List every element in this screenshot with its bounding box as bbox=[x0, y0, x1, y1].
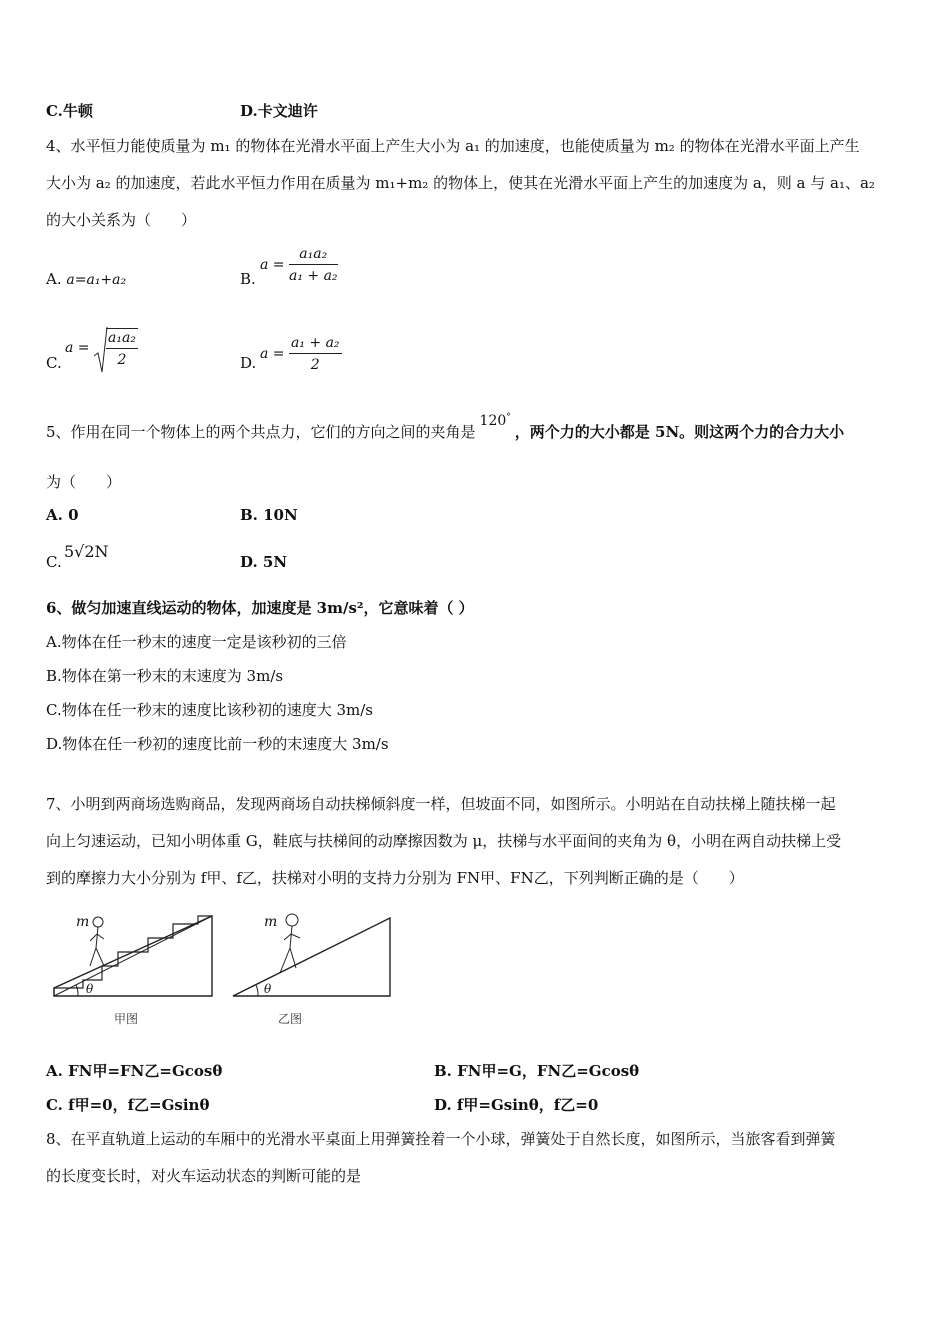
q7-stem-line1: 7、小明到两商场选购商品，发现两商场自动扶梯倾斜度一样，但坡面不同，如图所示。小明站在自动扶梯上随扶梯一起 bbox=[46, 795, 836, 813]
q4-option-d-formula bbox=[260, 335, 342, 373]
fig-right-theta-label: θ bbox=[264, 982, 272, 996]
q4-option-c-fraction bbox=[106, 330, 138, 368]
q4-stem-line2: 大小为 a₂ 的加速度，若此水平恒力作用在质量为 m₁+m₂ 的物体上，使其在光滑水平面上产生的加速度为 a，则 a 与 a₁、a₂ bbox=[46, 174, 875, 192]
q7-stem-line3: 到的摩擦力大小分别为 f甲、f乙，扶梯对小明的支持力分别为 FN甲、FN乙，下列判断正确的是（ ） bbox=[46, 869, 744, 887]
q4-option-a-formula: a=a₁+a₂ bbox=[66, 272, 127, 288]
q8-stem-line1: 8、在平直轨道上运动的车厢中的光滑水平桌面上用弹簧拴着一个小球，弹簧处于自然长度，如图所示，当旅客看到弹簧 bbox=[46, 1130, 836, 1148]
q4-option-c-label: C. bbox=[46, 354, 62, 372]
q4-option-b-lhs: a = bbox=[260, 257, 285, 273]
q5-stem-line1 bbox=[46, 412, 845, 441]
q4-option-d-numerator: a₁ + a₂ bbox=[289, 335, 342, 354]
q4-option-c-formula bbox=[65, 328, 138, 368]
q5-option-c-label: C. bbox=[46, 553, 62, 571]
fig-left-caption: 甲图 bbox=[114, 1012, 139, 1026]
q3-option-c: C.牛顿 bbox=[46, 102, 93, 120]
q4-option-b-fraction bbox=[289, 246, 338, 284]
fig-left-theta-label: θ bbox=[86, 982, 94, 996]
q4-option-d-lhs: a = bbox=[260, 346, 285, 362]
q8-stem-line2: 的长度变长时，对火车运动状态的判断可能的是 bbox=[46, 1167, 362, 1185]
q5-option-a: A. 0 bbox=[46, 506, 79, 524]
q6-option-a: A.物体在任一秒末的速度一定是该秒初的三倍 bbox=[46, 633, 347, 651]
q4-option-d-label: D. bbox=[240, 354, 257, 372]
q4-option-c-lhs: a = bbox=[65, 340, 90, 356]
q5-option-b: B. 10N bbox=[240, 506, 298, 524]
q6-option-c: C.物体在任一秒末的速度比该秒初的速度大 3m/s bbox=[46, 701, 373, 719]
figure-escalator-stepped bbox=[48, 908, 218, 1028]
figure-escalator-ramp bbox=[230, 908, 400, 1028]
fig-right-mass-label: m bbox=[264, 914, 278, 930]
q6-stem: 6、做匀加速直线运动的物体，加速度是 3m/s²，它意味着（ ） bbox=[46, 599, 474, 617]
q4-option-c-numerator: a₁a₂ bbox=[106, 330, 138, 349]
q4-option-b-formula bbox=[260, 246, 338, 284]
q4-option-b-denominator: a₁ + a₂ bbox=[288, 268, 338, 284]
q6-option-b: B.物体在第一秒末的末速度为 3m/s bbox=[46, 667, 284, 685]
stepped-escalator-diagram bbox=[48, 908, 218, 1003]
q5-stem-part2: ，两个力的大小都是 5N。则这两个力的合力大小 bbox=[514, 423, 845, 441]
q7-option-d: D. f甲=Gsinθ，f乙=0 bbox=[434, 1096, 599, 1114]
q4-option-a-label: A. bbox=[46, 270, 62, 288]
q3-option-d: D.卡文迪许 bbox=[240, 102, 318, 120]
fig-right-caption: 乙图 bbox=[278, 1012, 303, 1026]
q4-option-d-fraction bbox=[289, 335, 342, 373]
q4-option-a bbox=[46, 272, 126, 287]
q7-stem-line2: 向上匀速运动，已知小明体重 G，鞋底与扶梯间的动摩擦因数为 μ，扶梯与水平面间的夹角为 θ，小明在两自动扶梯上受 bbox=[46, 832, 842, 850]
fig-left-mass-label: m bbox=[76, 914, 90, 930]
q4-option-b-numerator: a₁a₂ bbox=[289, 246, 338, 265]
q7-option-c: C. f甲=0，f乙=Gsinθ bbox=[46, 1096, 210, 1114]
q7-option-a: A. FN甲=FN乙=Gcosθ bbox=[46, 1062, 223, 1080]
q5-option-d: D. 5N bbox=[240, 553, 288, 571]
q5-option-c-value: 5√2N bbox=[64, 542, 109, 561]
q5-stem-line2: 为（ ） bbox=[46, 473, 122, 491]
q7-option-b: B. FN甲=G，FN乙=Gcosθ bbox=[434, 1062, 640, 1080]
q4-option-d-denominator: 2 bbox=[310, 357, 320, 373]
q5-stem-part1: 5、作用在同一个物体上的两个共点力，它们的方向之间的夹角是 bbox=[46, 423, 476, 441]
q4-stem-line1: 4、水平恒力能使质量为 m₁ 的物体在光滑水平面上产生大小为 a₁ 的加速度，也能使质量为 m₂ 的物体在光滑水平面上产生 bbox=[46, 137, 860, 155]
q5-angle bbox=[476, 413, 515, 429]
sqrt-icon bbox=[94, 328, 138, 368]
q4-stem-line3: 的大小关系为（ ） bbox=[46, 211, 197, 229]
q5-angle-degree: ° bbox=[506, 412, 511, 423]
q4-option-b-label: B. bbox=[240, 270, 256, 288]
q5-angle-value: 120 bbox=[479, 413, 507, 429]
ramp-escalator-diagram bbox=[230, 908, 400, 1003]
q6-option-d: D.物体在任一秒初的速度比前一秒的末速度大 3m/s bbox=[46, 735, 389, 753]
q4-option-c-denominator: 2 bbox=[117, 352, 127, 368]
